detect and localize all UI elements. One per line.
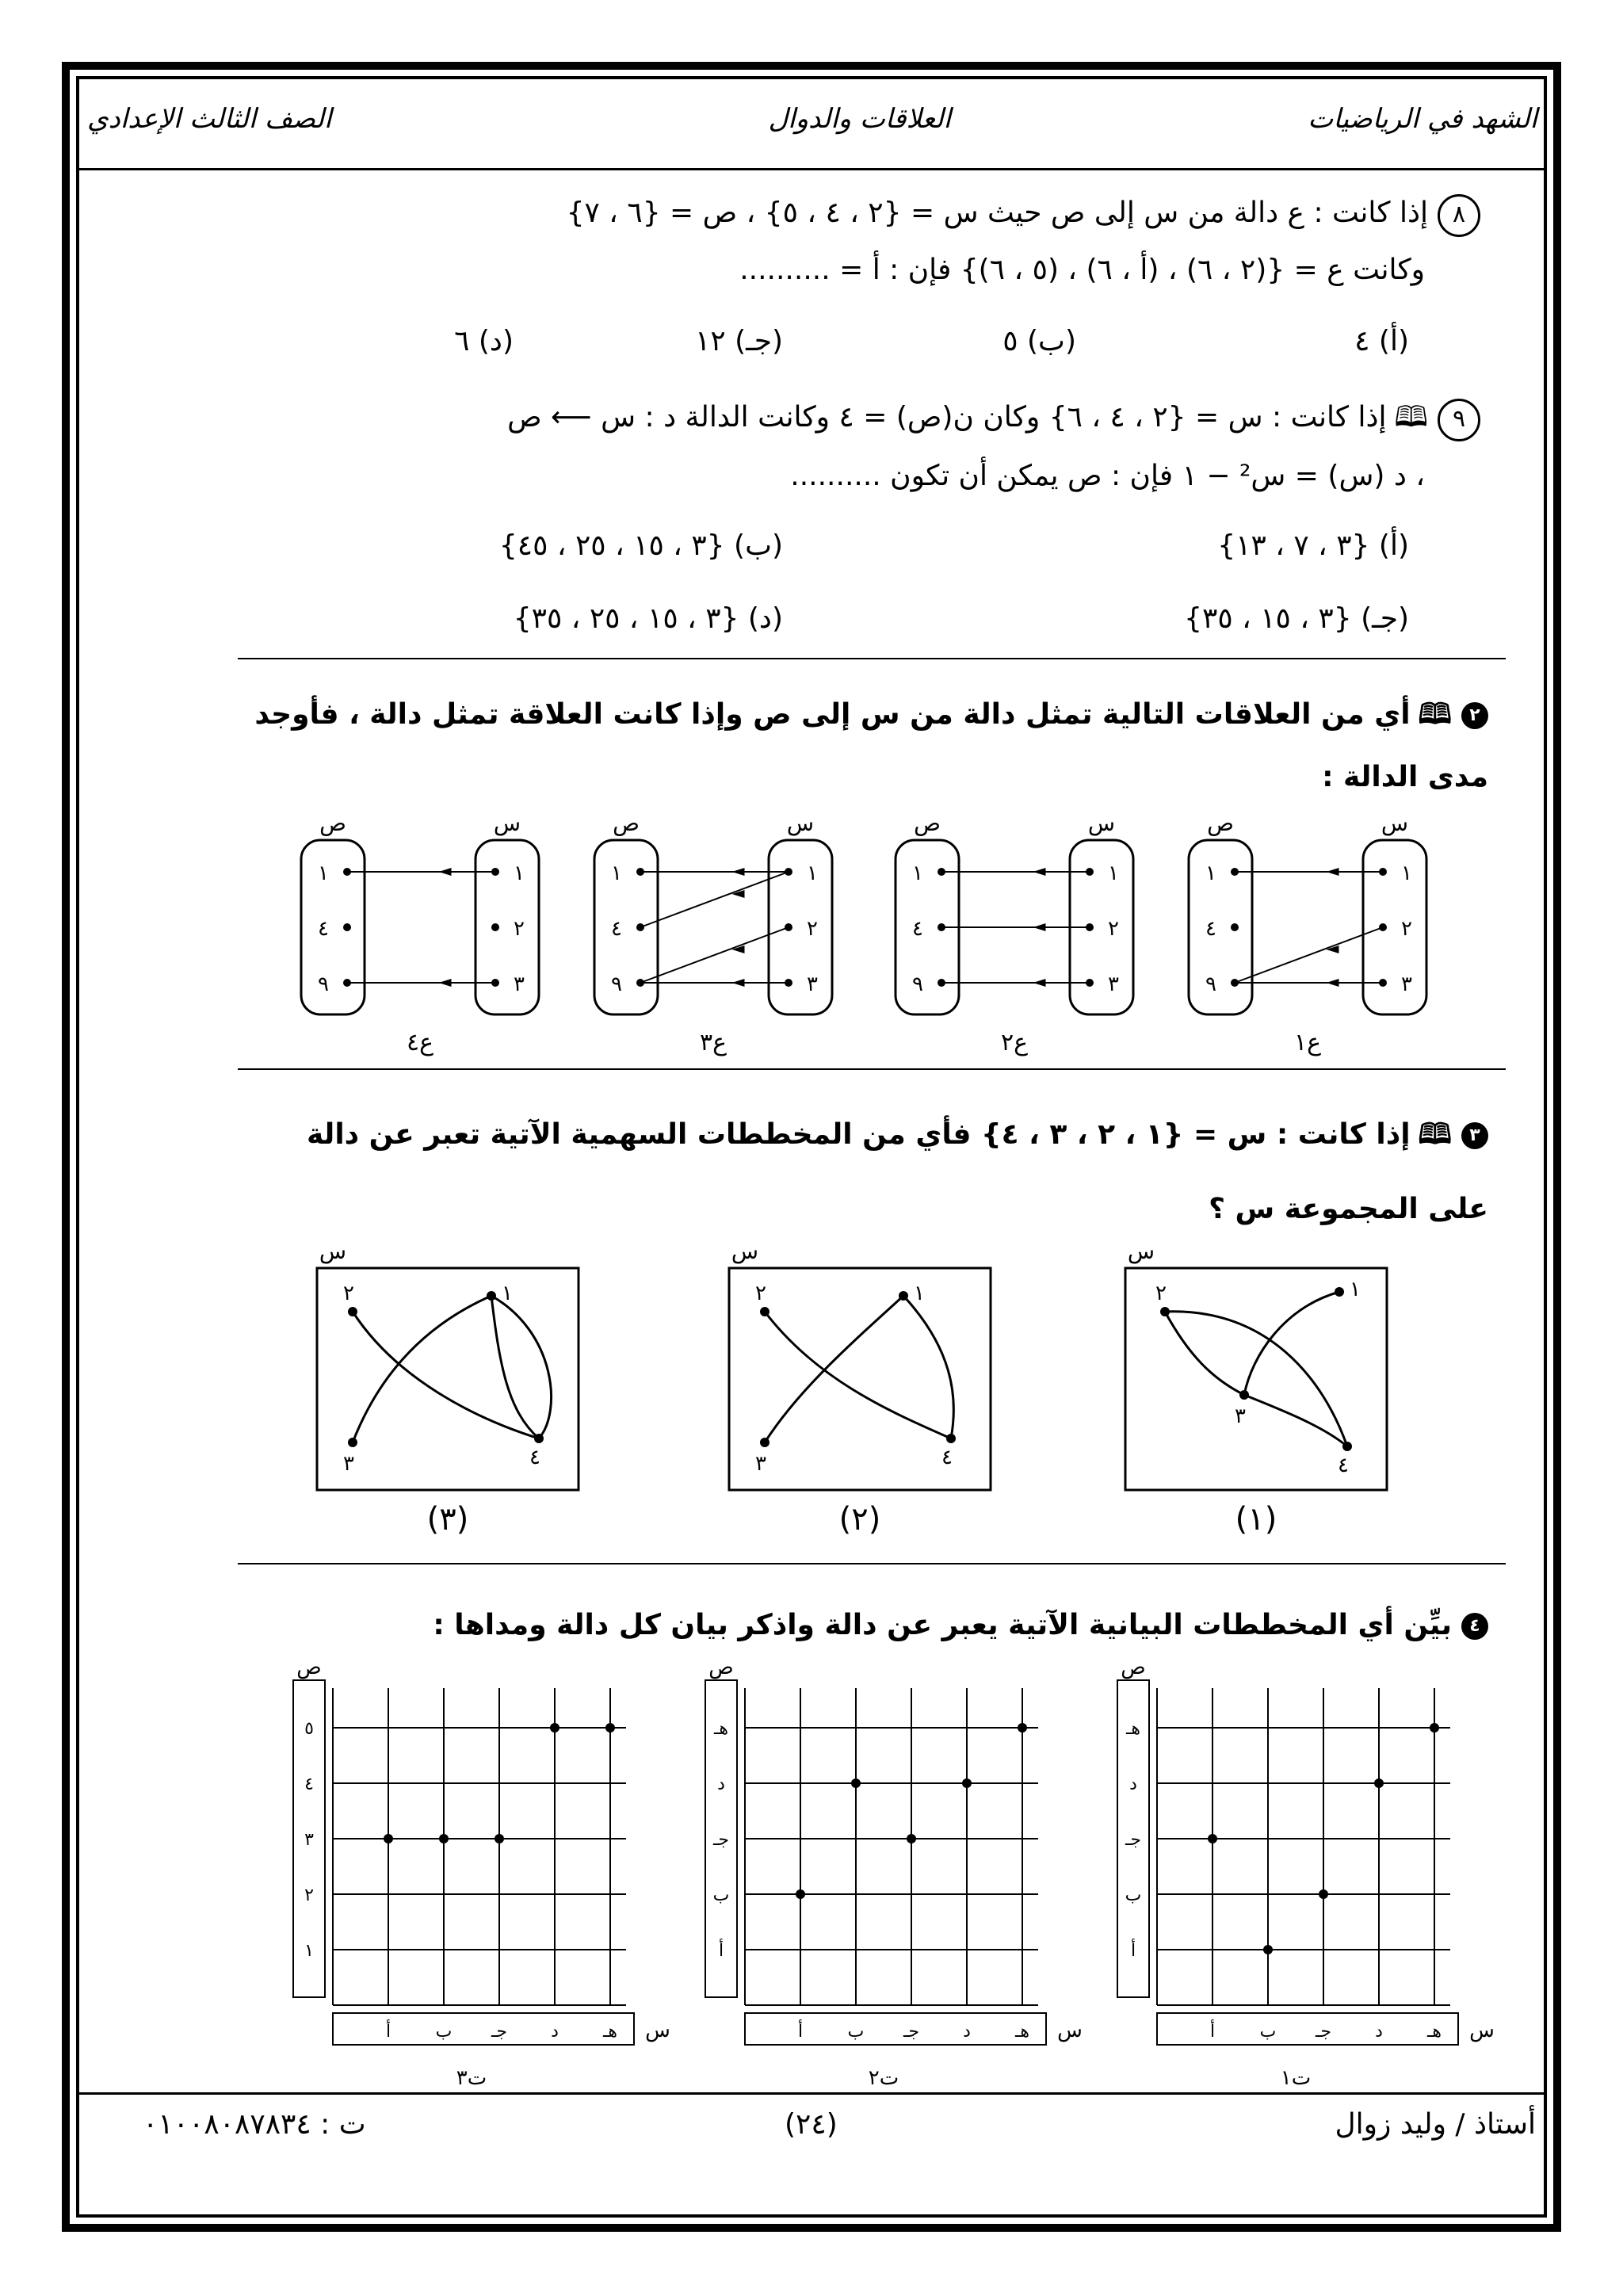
y-tick-label: أ <box>1130 1941 1136 1961</box>
data-point <box>439 1834 449 1843</box>
point-label: ٣ <box>343 1452 354 1476</box>
x-point <box>491 923 499 931</box>
x-value: ٢ <box>1401 917 1412 941</box>
book-icon: 🕮 <box>1394 401 1428 434</box>
mapping-curve <box>353 1312 539 1438</box>
mapping-curve <box>903 1296 953 1438</box>
y-value: ١ <box>912 861 923 885</box>
y-tick-label: ٥ <box>304 1719 314 1739</box>
x-value: ٢ <box>514 917 525 941</box>
x-tick-label: ب <box>435 2022 453 2042</box>
q8-option-d: (د) ٦ <box>454 325 514 357</box>
y-value: ٩ <box>1205 972 1216 996</box>
set-x-box <box>769 840 832 1014</box>
y-axis-label: ص <box>708 1656 734 1679</box>
s2-number: ٢ <box>1461 702 1488 729</box>
point-label: ٤ <box>1338 1454 1349 1477</box>
point-label: ٢ <box>1155 1282 1167 1305</box>
mapping-diagram-3 <box>317 1238 579 1538</box>
s3-line1 <box>307 1114 1488 1162</box>
x-value: ١ <box>514 861 525 885</box>
point-label: ٤ <box>529 1446 540 1469</box>
y-tick-label: ١ <box>304 1941 314 1961</box>
s3-number: ٣ <box>1461 1122 1488 1149</box>
set-y-label: ص <box>613 810 640 836</box>
set-y-label: ص <box>319 810 346 836</box>
x-value: ١ <box>1108 861 1119 885</box>
set-x-label: س <box>786 810 815 836</box>
relation-label: ع٢ <box>1000 1029 1029 1056</box>
s2-arrow-diagrams <box>285 808 1474 1070</box>
s4-line1 <box>433 1609 1488 1641</box>
data-point <box>1374 1778 1384 1788</box>
arrowhead <box>1327 868 1339 876</box>
x-value: ١ <box>1401 861 1412 885</box>
book-icon: 🕮 <box>1418 1118 1452 1151</box>
relation-label: ع٣ <box>699 1029 727 1056</box>
set-x-label: س <box>1381 810 1409 836</box>
page-header <box>87 103 1537 151</box>
point-label: ١ <box>1350 1278 1361 1301</box>
s3-text1: إذا كانت : س = {١ ، ٢ ، ٣ ، ٤} فأي من المخططات السهمية الآتية تعبر عن دالة <box>306 1118 1411 1151</box>
mapping-diagram-1 <box>1125 1238 1387 1538</box>
divider-1 <box>238 658 1506 659</box>
point-label: ١ <box>502 1282 513 1305</box>
diagram-label: (٢) <box>838 1501 881 1538</box>
arrowhead <box>1327 979 1339 987</box>
q8-number: ٨ <box>1438 194 1480 237</box>
data-point <box>796 1889 805 1899</box>
relation-label: ع٤ <box>406 1029 434 1056</box>
s4-text1: بيِّن أي المخططات البيانية الآتية يعبر عن دالة واذكر بيان كل دالة ومداها : <box>433 1609 1452 1641</box>
set-y-box <box>301 840 365 1014</box>
data-point <box>1018 1723 1027 1733</box>
data-point <box>851 1778 861 1788</box>
s2-line1 <box>254 693 1488 742</box>
y-tick-label: جـ <box>712 1830 730 1850</box>
q9-option-b: (ب) {٣ ، ١٥ ، ٢٥ ، ٤٥} <box>498 529 783 562</box>
arrowhead <box>732 979 745 987</box>
y-tick-label: جـ <box>1125 1830 1142 1850</box>
x-tick-label: أ <box>1209 2022 1216 2042</box>
x-axis-box <box>333 2013 634 2045</box>
set-x-box <box>475 840 539 1014</box>
arrowhead <box>439 868 452 876</box>
q8-line2: وكانت ع = {(٢ ، ٦) ، (أ ، ٦) ، (٥ ، ٦)} فإن : أ = .......... <box>739 254 1425 286</box>
x-tick-label: هـ <box>602 2022 618 2042</box>
set-x-box <box>1363 840 1426 1014</box>
s3-line2: على المجموعة س ؟ <box>1209 1193 1488 1225</box>
q9-option-d: (د) {٣ ، ١٥ ، ٢٥ ، ٣٥} <box>513 602 783 635</box>
x-tick-label: هـ <box>1014 2022 1030 2042</box>
y-tick-label: أ <box>718 1941 724 1961</box>
y-value: ٩ <box>912 972 923 996</box>
s2-text1: أي من العلاقات التالية تمثل دالة من س إلى ص وإذا كانت العلاقة تمثل دالة ، فأوجد <box>254 698 1411 731</box>
x-value: ٢ <box>807 917 818 941</box>
divider-2 <box>238 1068 1506 1070</box>
mapping-curve <box>491 1296 539 1438</box>
y-value: ١ <box>611 861 622 885</box>
set-label: س <box>1127 1238 1155 1264</box>
divider-3 <box>238 1563 1506 1564</box>
s3-mapping-diagrams <box>301 1236 1426 1553</box>
data-point <box>907 1834 916 1843</box>
s4-graphs <box>269 1656 1495 2090</box>
q9-line1 <box>507 396 1480 445</box>
x-tick-label: د <box>551 2022 559 2042</box>
y-value: ٤ <box>611 917 622 941</box>
grid-graph-2 <box>705 1656 1083 2090</box>
mapping-curve <box>765 1296 903 1442</box>
y-tick-label: ب <box>1125 1885 1142 1905</box>
y-point <box>343 923 351 931</box>
y-value: ٤ <box>1205 917 1216 941</box>
x-value: ٣ <box>1401 972 1412 996</box>
arrowhead <box>1033 868 1046 876</box>
y-value: ١ <box>1205 861 1216 885</box>
y-tick-label: د <box>1129 1775 1137 1794</box>
set-y-label: ص <box>1207 810 1234 836</box>
mapping-arrow <box>640 927 789 983</box>
grid-graph-3 <box>293 1656 670 2090</box>
q9-line2: ، د (س) = س² − ١ فإن : ص يمكن أن تكون .......... <box>790 460 1425 492</box>
q9-text1: إذا كانت : س = {٢ ، ٤ ، ٦} وكان ن(ص) = ٤ وكانت الدالة د : س ⟵ ص <box>507 401 1387 434</box>
y-tick-label: د <box>717 1775 725 1794</box>
data-point <box>605 1723 615 1733</box>
mapping-curve <box>1165 1312 1244 1395</box>
diagram-label: (١) <box>1235 1501 1277 1538</box>
set-y-label: ص <box>914 810 941 836</box>
y-tick-label: هـ <box>1125 1719 1141 1739</box>
book-icon: 🕮 <box>1418 698 1452 731</box>
data-point <box>1263 1945 1273 1954</box>
set-label: س <box>731 1238 759 1264</box>
footer-divider <box>79 2092 1545 2095</box>
x-tick-label: أ <box>797 2022 804 2042</box>
point-label: ٢ <box>343 1282 354 1305</box>
set-label: س <box>319 1238 347 1264</box>
data-point <box>495 1834 504 1843</box>
footer-phone: ت : ٠١٠٠٨٠٨٧٨٣٤ <box>143 2108 366 2141</box>
x-value: ٣ <box>1108 972 1119 996</box>
x-axis-label: س <box>645 2019 670 2042</box>
mapping-curve <box>1244 1395 1347 1446</box>
header-book-title: الشهد في الرياضيات <box>1308 103 1537 135</box>
y-value: ٩ <box>611 972 622 996</box>
y-tick-label: ٢ <box>304 1885 314 1905</box>
data-point <box>1208 1834 1217 1843</box>
q8-option-b: (ب) ٥ <box>1002 325 1076 357</box>
mapping-arrow <box>1235 927 1383 983</box>
data-point <box>550 1723 559 1733</box>
x-tick-label: جـ <box>903 2022 920 2042</box>
mapping-diagram-2 <box>729 1238 991 1538</box>
y-tick-label: ٤ <box>304 1775 314 1794</box>
header-grade: الصف الثالث الإعدادي <box>87 103 332 135</box>
point-label: ٤ <box>941 1446 953 1469</box>
mapping-curve <box>353 1296 491 1442</box>
y-value: ٤ <box>912 917 923 941</box>
x-tick-label: ب <box>847 2022 865 2042</box>
y-value: ٩ <box>318 972 329 996</box>
q9-number: ٩ <box>1438 399 1480 441</box>
x-tick-label: هـ <box>1426 2022 1442 2042</box>
data-point <box>384 1834 393 1843</box>
mapping-arrow <box>640 872 789 927</box>
x-tick-label: د <box>1375 2022 1383 2042</box>
x-axis-box <box>745 2013 1046 2045</box>
arrowhead <box>439 979 452 987</box>
x-tick-label: د <box>963 2022 971 2042</box>
x-value: ٣ <box>514 972 525 996</box>
data-point <box>1319 1889 1328 1899</box>
mapping-curve <box>1244 1292 1339 1395</box>
point-label: ٣ <box>755 1452 766 1476</box>
q8-text1: إذا كانت : ع دالة من س إلى ص حيث س = {٢ ، ٤ ، ٥} ، ص = {٦ ، ٧} <box>566 197 1428 229</box>
x-axis-label: س <box>1057 2019 1083 2042</box>
arrow-diagram-3 <box>594 810 832 1056</box>
arrow-diagram-4 <box>301 810 539 1056</box>
y-value: ١ <box>318 861 329 885</box>
header-divider <box>79 168 1545 170</box>
data-point <box>962 1778 972 1788</box>
x-axis-label: س <box>1469 2019 1495 2042</box>
set-x-label: س <box>493 810 521 836</box>
s4-number: ٤ <box>1461 1613 1488 1640</box>
y-axis-label: ص <box>1121 1656 1146 1679</box>
y-value: ٤ <box>318 917 329 941</box>
y-tick-label: هـ <box>713 1719 729 1739</box>
x-tick-label: جـ <box>491 2022 508 2042</box>
x-tick-label: ب <box>1259 2022 1277 2042</box>
relation-label: ع١ <box>1293 1029 1322 1056</box>
q9-option-a: (أ) {٣ ، ٧ ، ١٣} <box>1217 529 1409 562</box>
graph-label: ت٣ <box>456 2066 487 2090</box>
s2-line2: مدى الدالة : <box>1322 761 1488 793</box>
point-label: ٢ <box>755 1282 766 1305</box>
mapping-curve <box>1165 1312 1347 1446</box>
arrow-diagram-1 <box>1189 810 1426 1056</box>
q9-option-c: (جـ) {٣ ، ١٥ ، ٣٥} <box>1184 602 1409 635</box>
y-axis-label: ص <box>296 1656 322 1679</box>
point-label: ٣ <box>1235 1404 1246 1428</box>
set-y-box <box>594 840 658 1014</box>
set-x-label: س <box>1087 810 1116 836</box>
arrowhead <box>732 868 745 876</box>
diagram-label: (٣) <box>426 1501 469 1538</box>
y-tick-label: ٣ <box>304 1830 314 1850</box>
arrowhead <box>1033 923 1046 931</box>
graph-label: ت٢ <box>868 2066 899 2090</box>
x-value: ٢ <box>1108 917 1119 941</box>
q8-line1 <box>567 194 1480 237</box>
y-tick-label: ب <box>712 1885 730 1905</box>
x-value: ١ <box>807 861 818 885</box>
footer-author: أستاذ / وليد زوال <box>1335 2108 1536 2141</box>
footer-page-number: (٢٤) <box>785 2108 838 2141</box>
data-point <box>1430 1723 1439 1733</box>
q8-option-a: (أ) ٤ <box>1354 325 1409 357</box>
header-chapter-title: العلاقات والدوال <box>768 103 951 135</box>
set-y-box <box>1189 840 1252 1014</box>
arrowhead <box>1033 979 1046 987</box>
x-tick-label: جـ <box>1315 2022 1332 2042</box>
x-tick-label: أ <box>385 2022 391 2042</box>
grid-graph-1 <box>1117 1656 1495 2090</box>
x-value: ٣ <box>807 972 818 996</box>
mapping-curve <box>765 1312 951 1438</box>
y-point <box>1231 923 1239 931</box>
x-axis-box <box>1157 2013 1458 2045</box>
point-label: ١ <box>914 1282 925 1305</box>
arrow-diagram-2 <box>896 810 1133 1056</box>
graph-label: ت١ <box>1280 2066 1312 2090</box>
q8-option-c: (جـ) ١٢ <box>694 325 783 357</box>
